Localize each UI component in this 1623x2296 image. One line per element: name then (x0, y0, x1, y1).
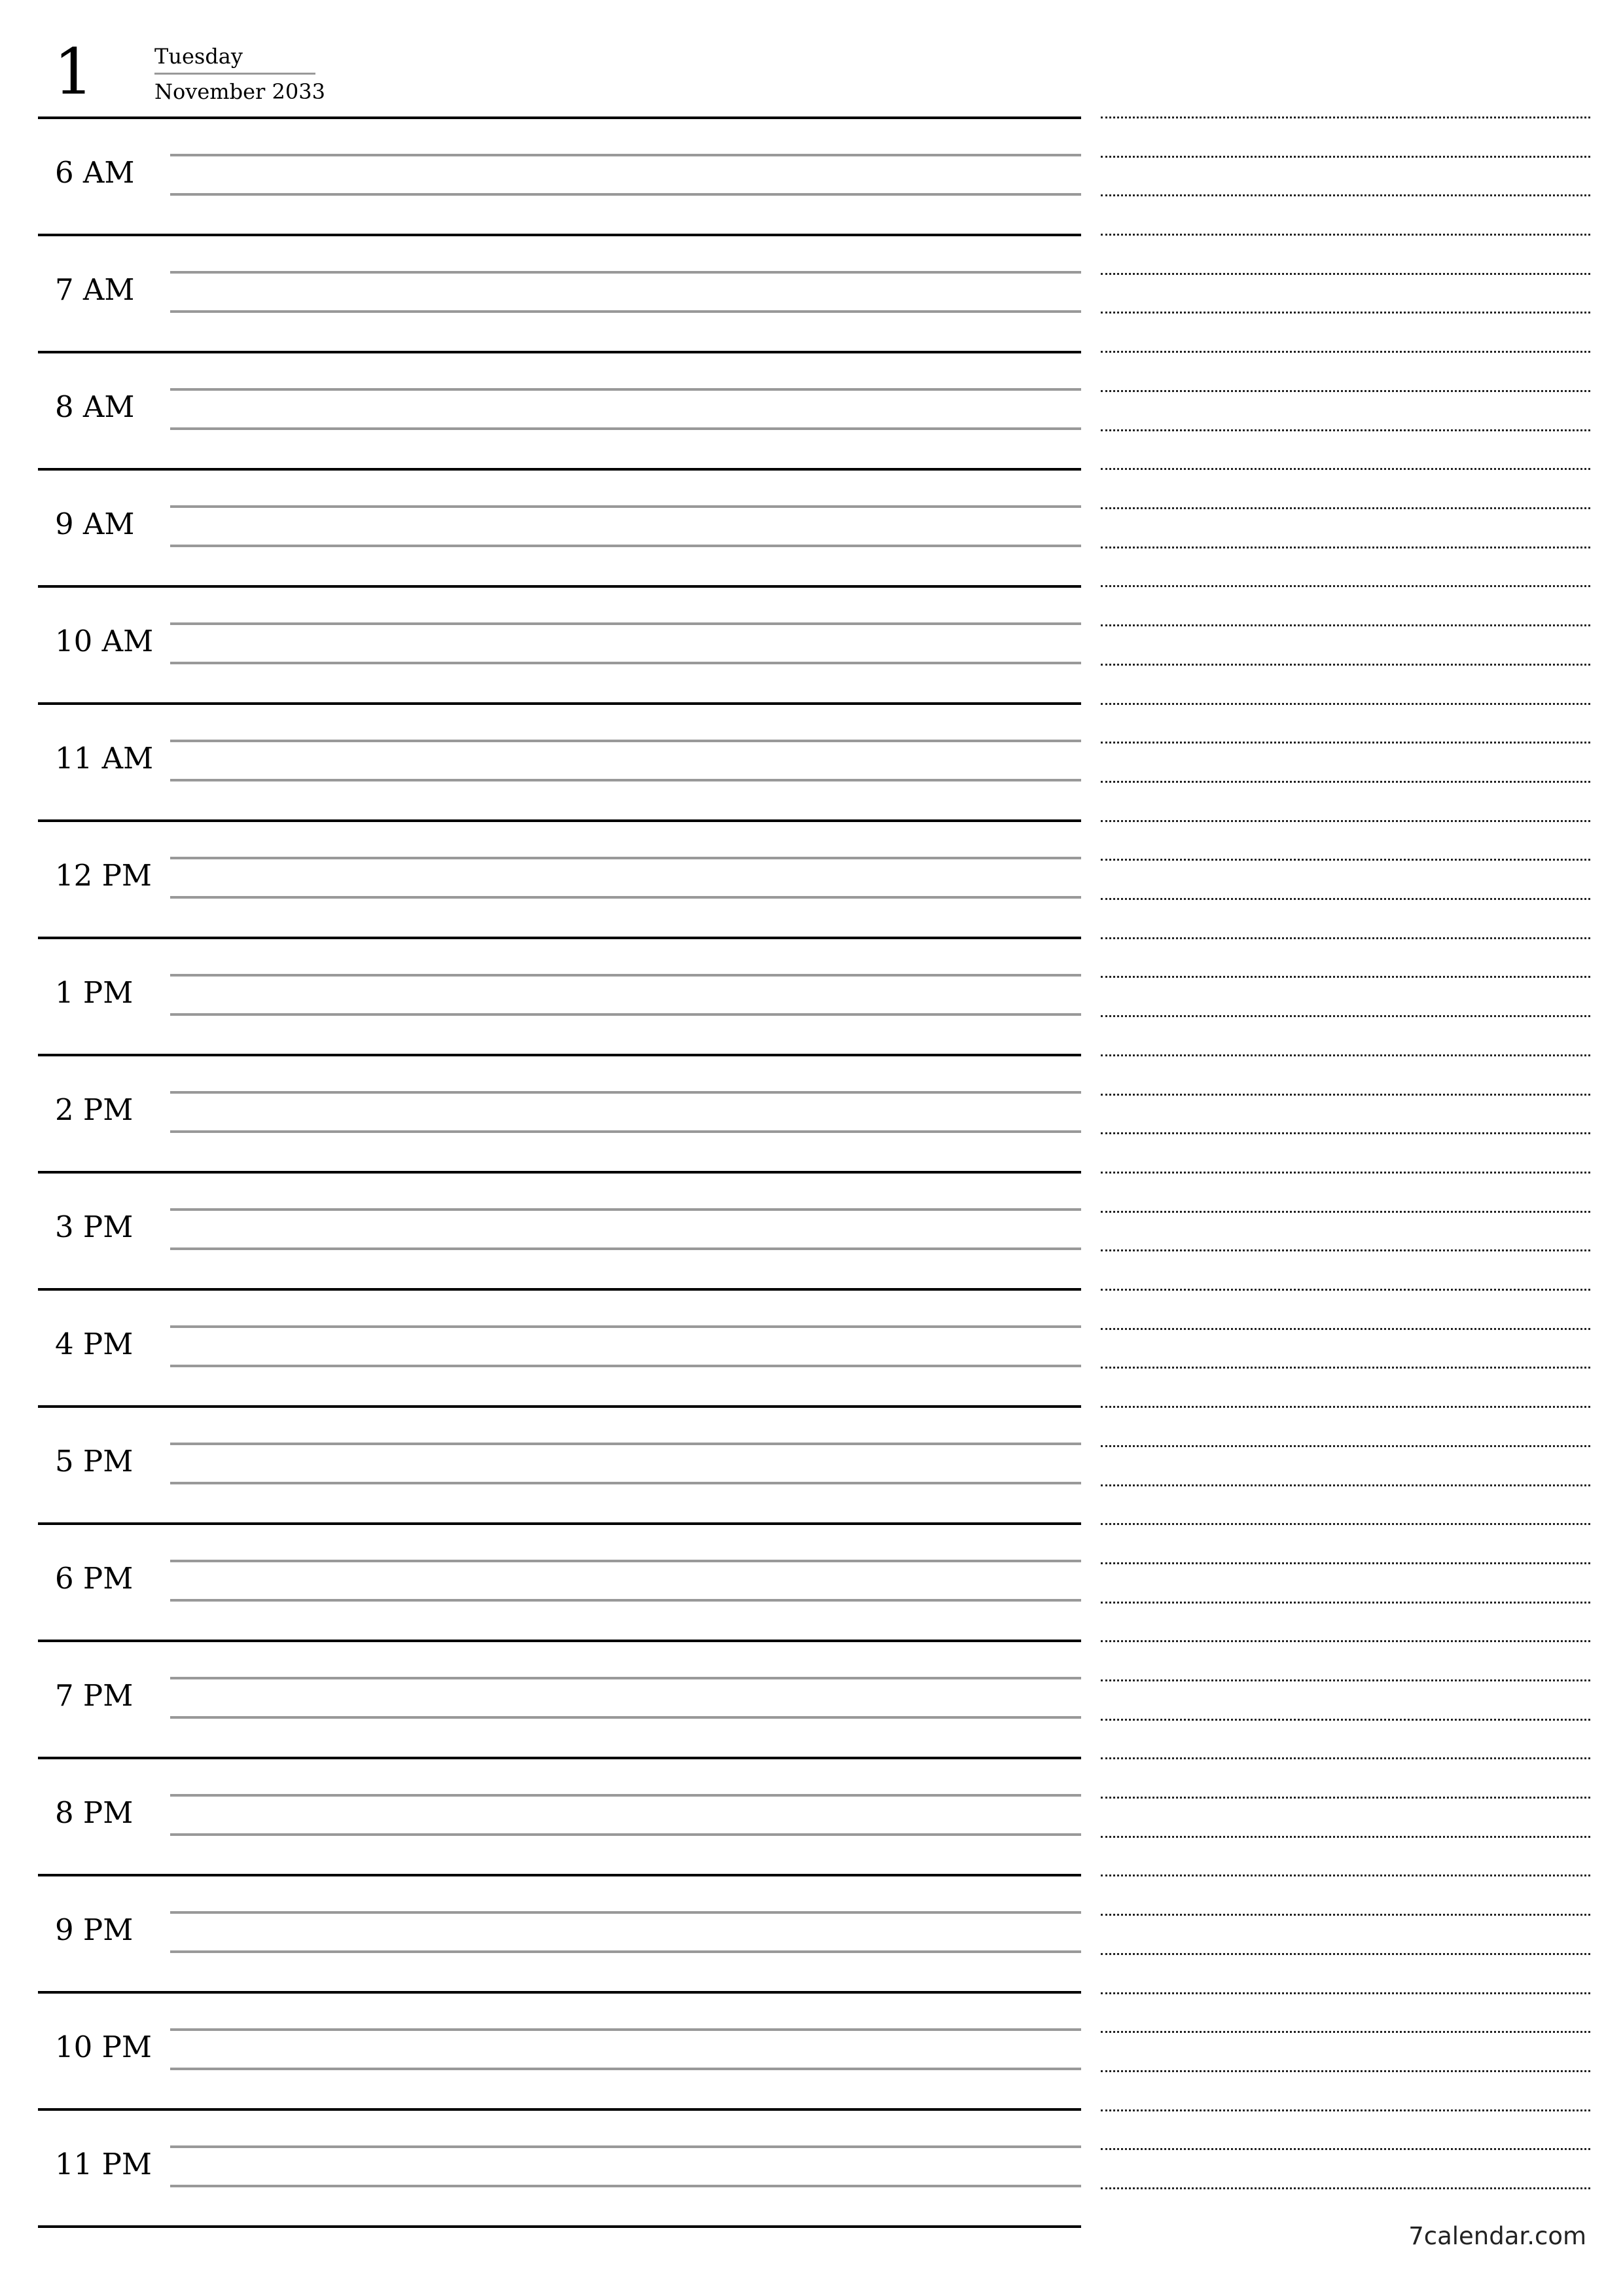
notes-line[interactable] (1101, 1367, 1590, 1369)
notes-line[interactable] (1101, 742, 1590, 744)
month-year-label: November 2033 (154, 79, 325, 104)
hour-label: 10 PM (55, 2030, 152, 2064)
hour-label: 11 AM (55, 741, 154, 776)
notes-line[interactable] (1101, 194, 1590, 196)
notes-line[interactable] (1101, 1874, 1590, 1876)
hour-label: 2 PM (55, 1092, 134, 1127)
notes-line[interactable] (1101, 429, 1590, 431)
notes-line[interactable] (1101, 1015, 1590, 1017)
notes-line[interactable] (1101, 1562, 1590, 1564)
notes-line[interactable] (1101, 976, 1590, 978)
notes-line[interactable] (1101, 1445, 1590, 1447)
notes-line[interactable] (1101, 1719, 1590, 1721)
notes-line[interactable] (1101, 1211, 1590, 1213)
hour-label: 8 PM (55, 1795, 134, 1830)
hour-label: 6 PM (55, 1561, 134, 1596)
notes-line[interactable] (1101, 273, 1590, 275)
notes-line[interactable] (1101, 2148, 1590, 2150)
notes-line[interactable] (1101, 859, 1590, 861)
hour-label: 8 AM (55, 389, 135, 424)
hour-label: 1 PM (55, 975, 134, 1010)
notes-line[interactable] (1101, 2109, 1590, 2111)
notes-line[interactable] (1101, 820, 1590, 822)
notes-line[interactable] (1101, 117, 1590, 118)
notes-line[interactable] (1101, 351, 1590, 353)
notes-line[interactable] (1101, 1992, 1590, 1994)
notes-line[interactable] (1101, 1523, 1590, 1525)
notes-line[interactable] (1101, 1679, 1590, 1681)
notes-line[interactable] (1101, 468, 1590, 470)
hour-label: 9 AM (55, 507, 135, 541)
notes-line[interactable] (1101, 937, 1590, 939)
notes-line[interactable] (1101, 1249, 1590, 1251)
notes-line[interactable] (1101, 156, 1590, 158)
notes-line[interactable] (1101, 1953, 1590, 1955)
notes-line[interactable] (1101, 585, 1590, 587)
notes-line[interactable] (1101, 1836, 1590, 1838)
hour-label: 10 AM (55, 624, 154, 658)
hour-label: 3 PM (55, 1210, 134, 1244)
notes-line[interactable] (1101, 312, 1590, 314)
notes-line[interactable] (1101, 1289, 1590, 1291)
notes-line[interactable] (1101, 234, 1590, 236)
notes-line[interactable] (1101, 1054, 1590, 1056)
notes-line[interactable] (1101, 1132, 1590, 1134)
notes-line[interactable] (1101, 1640, 1590, 1642)
notes-line[interactable] (1101, 1328, 1590, 1330)
notes-line[interactable] (1101, 664, 1590, 666)
notes-line[interactable] (1101, 390, 1590, 392)
notes-line[interactable] (1101, 1094, 1590, 1096)
hour-label: 6 AM (55, 155, 135, 190)
day-number: 1 (54, 35, 94, 109)
notes-line[interactable] (1101, 703, 1590, 705)
notes-line[interactable] (1101, 2187, 1590, 2189)
hour-label: 9 PM (55, 1912, 134, 1947)
notes-line[interactable] (1101, 2070, 1590, 2072)
notes-line[interactable] (1101, 1406, 1590, 1408)
hour-label: 12 PM (55, 858, 152, 893)
hour-label: 11 PM (55, 2147, 152, 2181)
hour-label: 7 PM (55, 1678, 134, 1713)
weekday-label: Tuesday (154, 44, 243, 69)
notes-line[interactable] (1101, 1914, 1590, 1916)
notes-line[interactable] (1101, 2031, 1590, 2033)
notes-line[interactable] (1101, 898, 1590, 900)
notes-line[interactable] (1101, 1757, 1590, 1759)
site-credit: 7calendar.com (1408, 2222, 1586, 2250)
hour-label: 7 AM (55, 272, 135, 307)
notes-line[interactable] (1101, 547, 1590, 548)
notes-line[interactable] (1101, 1172, 1590, 1174)
notes-line[interactable] (1101, 1484, 1590, 1486)
hour-label: 5 PM (55, 1444, 134, 1479)
notes-line[interactable] (1101, 1602, 1590, 1604)
notes-line[interactable] (1101, 507, 1590, 509)
notes-line[interactable] (1101, 624, 1590, 626)
hour-label: 4 PM (55, 1327, 134, 1361)
notes-line[interactable] (1101, 1797, 1590, 1799)
notes-line[interactable] (1101, 781, 1590, 783)
